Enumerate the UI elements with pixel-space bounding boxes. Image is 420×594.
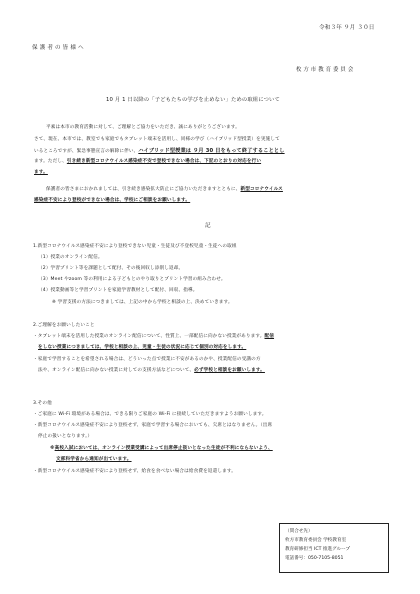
document-title: 10 月 1 日以降の「子どもたちの学びを止めない」ための取組について	[106, 97, 280, 103]
intro-paragraph-1: 平素は本市の教育活動に対して、ご理解とご協力をいただき、誠にありがとうございます。	[46, 125, 240, 130]
section-1-item-3: （3）Meet やzoom 等の利用による子どもとのやり取りとプリント学習の組み合わせ。	[38, 277, 226, 282]
section-2-line-3: ・家庭で学習することを希望される場合は、どういった点で授業に不安があるのかや、授業配信の受講の方	[33, 357, 261, 362]
section-3-line-6: ・新型コロナウイルス感染症不安により登校せず、給食を食べない場合は給食費を返還します。	[33, 469, 236, 474]
section-3-line-3: 停止の扱いとなります。）	[38, 434, 93, 439]
intro-paragraph-3-line-2: 感染症不安により登校ができない場合は、学校にご相談をお願いします。	[34, 198, 191, 203]
section-1-item-4: （4）授業動画等と学習プリントを家庭学習教材として配付、回収、指導。	[38, 288, 198, 293]
sender: 枚 方 市 教 育 委 員 会	[296, 67, 354, 73]
section-3-line-1: ・ご家庭に Wi-Fi 環境がある場合は、できる限りご家庭の Wi-Fi に接続していただきますようお願いします。	[33, 412, 267, 417]
section-3-heading: 3.その他	[33, 401, 52, 406]
end-date-emphasis: ハイブリッド型授業は ９月 30 日をもって終了することとし	[138, 148, 285, 154]
intro-paragraph-2-line-4: ます。	[34, 170, 48, 175]
section-1-heading: 1.新型コロナウイルス感染症不安により登校できない児童・生徒及び不登校児童・生徒への取組	[33, 244, 237, 249]
section-2-line-1: ・タブレット端末を活用した授業のオンライン配信について、性質上、一部配信に向かない授業があります。配信	[33, 334, 275, 339]
contact-box	[279, 523, 389, 573]
section-1-note: ※ 学習支援の方法につきましては、上記の中から学校と相談の上、決めていきます。	[52, 300, 233, 305]
section-2-heading: 2.ご理解をお願いしたいこと	[33, 323, 95, 328]
intro-paragraph-2-line-1: さて、現在、本市では、教室でも家庭でもタブレット端末を活用し、同様の学び（ハイブリッド型授業）を実施して	[34, 137, 280, 142]
contact-department: 教育研修担当 ICT 推進グループ	[285, 547, 351, 552]
consult-emphasis-1: 新型コロナウイルス	[240, 187, 283, 192]
contact-organization: 枚方市教育委員会 学校教育室	[285, 538, 347, 543]
intro-paragraph-3-line-1: 保護者の皆さまにおかれましては、引き続き感染拡大防止にご協力いただきますとともに、新型コロナウイルス	[46, 187, 283, 192]
section-3-line-2: ・新型コロナウイルス感染症不安により登校せず、家庭で学習する場合においても、欠席とはなりません。（出席	[33, 423, 273, 428]
contact-title: （問合せ先）	[285, 529, 313, 534]
intro-paragraph-2-line-3: ます。ただし、引き続き新型コロナウイルス感染症不安で登校できない場合は、下記のとおりの対応を行い	[34, 159, 262, 164]
section-2-line-2: をしない授業につきましては、学校と相談の上、児童・生徒の状況に応じて個別の対応をします。	[38, 345, 247, 350]
continuation-emphasis: 引き続き新型コロナウイルス感染症不安で登校できない場合は、下記のとおりの対応を行い	[66, 159, 262, 164]
section-1-item-1: （1）授業のオンライン配信。	[38, 255, 103, 260]
section-2-line-4: 法や、オンライン配信に向かない授業に対しての支援方法などについて、必ず学校と相談をお願いします。	[38, 368, 265, 373]
section-3-line-4: ※高校入試においては、オンライン授業受講によって出席停止扱いとなった生徒が不利にならないよう、	[50, 446, 273, 451]
ki-heading: 記	[205, 223, 211, 229]
section-1-item-2: （2）学習プリント等を課題として配付、その後回収し添削し返却。	[38, 266, 184, 271]
section-3-line-5: 文部科学省から通知が出ています。	[56, 457, 132, 462]
recipient: 保 護 者 の 皆 様 へ	[32, 45, 84, 51]
document-date: 令和３年 ９月 ３０日	[319, 25, 375, 31]
intro-paragraph-2-line-2: いるところですが、緊急事態宣言の解除に伴い、ハイブリッド型授業は ９月 30 日をもって終了することとし	[34, 148, 285, 154]
contact-phone: 電話番号：050-7105-8051	[285, 556, 344, 561]
